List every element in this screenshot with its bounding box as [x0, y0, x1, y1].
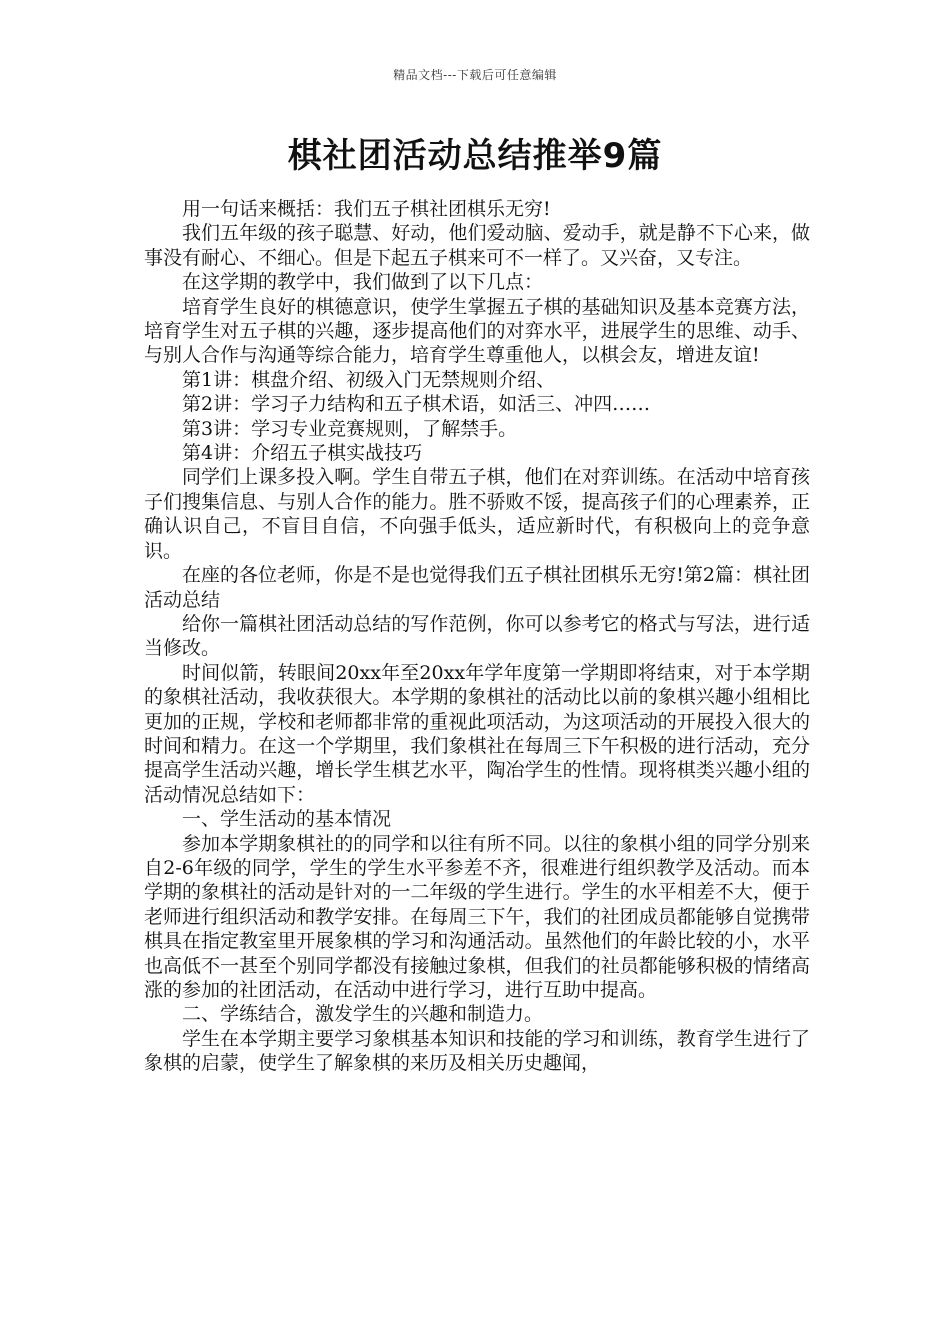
paragraph: 我们五年级的孩子聪慧、好动，他们爱动脑、爱动手，就是静不下心来，做事没有耐心、不细心。但是下起五子棋来可不一样了。又兴奋，又专注。	[144, 222, 810, 269]
header-note: 精品文档---下载后可任意编辑	[393, 68, 557, 82]
paragraph: 培育学生良好的棋德意识，使学生掌握五子棋的基础知识及基本竞赛方法，培育学生对五子棋的兴趣，逐步提高他们的对弈水平，进展学生的思维、动手、与别人合作与沟通等综合能力，培育学生尊重他人，以棋会友，增进友谊!	[144, 295, 810, 367]
paragraph: 时间似箭，转眼间20xx年至20xx年学年度第一学期即将结束，对于本学期的象棋社活动，我收获很大。本学期的象棋社的活动比以前的象棋兴趣小组相比更加的正规，学校和老师都非常的重视此项活动，为这项活动的开展投入很大的时间和精力。在这一个学期里，我们象棋社在每周三下午积极的进行活动，充分提高学生活动兴趣，增长学生棋艺水平，陶冶学生的性情。现将棋类兴趣小组的活动情况总结如下：	[144, 661, 810, 806]
paragraph: 参加本学期象棋社的的同学和以往有所不同。以往的象棋小组的同学分别来自2-6年级的同学，学生的学生水平参差不齐，很难进行组织教学及活动。而本学期的象棋社的活动是针对的一二年级的学生进行。学生的水平相差不大，便于老师进行组织活动和教学安排。在每周三下午，我们的社团成员都能够自觉携带棋具在指定教室里开展象棋的学习和沟通活动。虽然他们的年龄比较的小，水平也高低不一甚至个别同学都没有接触过象棋，但我们的社员都能够积极的情绪高涨的参加的社团活动，在活动中进行学习，进行互助中提高。	[144, 832, 810, 1001]
paragraph: 在座的各位老师，你是不是也觉得我们五子棋社团棋乐无穷!第2篇：棋社团活动总结	[144, 564, 810, 611]
document-title: 棋社团活动总结推举9篇	[287, 136, 663, 176]
paragraph: 学生在本学期主要学习象棋基本知识和技能的学习和训练，教育学生进行了象棋的启蒙，使学生了解象棋的来历及相关历史趣闻，	[144, 1027, 810, 1075]
paragraph: 第2讲：学习子力结构和五子棋术语，如活三、冲四……	[182, 393, 651, 416]
paragraph: 在这学期的教学中，我们做到了以下几点：	[182, 271, 544, 294]
paragraph: 给你一篇棋社团活动总结的写作范例，你可以参考它的格式与写法，进行适当修改。	[144, 612, 810, 660]
section-heading: 二、学练结合，激发学生的兴趣和制造力。	[182, 1003, 544, 1026]
document-body	[144, 197, 810, 1076]
paragraph: 第1讲：棋盘介绍、初级入门无禁规则介绍、	[182, 368, 556, 391]
paragraph: 用一句话来概括：我们五子棋社团棋乐无穷!	[182, 198, 551, 220]
paragraph: 第3讲：学习专业竞赛规则，了解禁手。	[182, 417, 518, 440]
paragraph: 同学们上课多投入啊。学生自带五子棋，他们在对弈训练。在活动中培育孩子们搜集信息、与别人合作的能力。胜不骄败不馁，提高孩子们的心理素养，正确认识自己，不盲目自信，不向强手低头，适应新时代，有积极向上的竞争意识。	[144, 466, 810, 562]
section-heading: 一、学生活动的基本情况	[182, 808, 392, 831]
paragraph: 第4讲：介绍五子棋实战技巧	[182, 442, 423, 465]
